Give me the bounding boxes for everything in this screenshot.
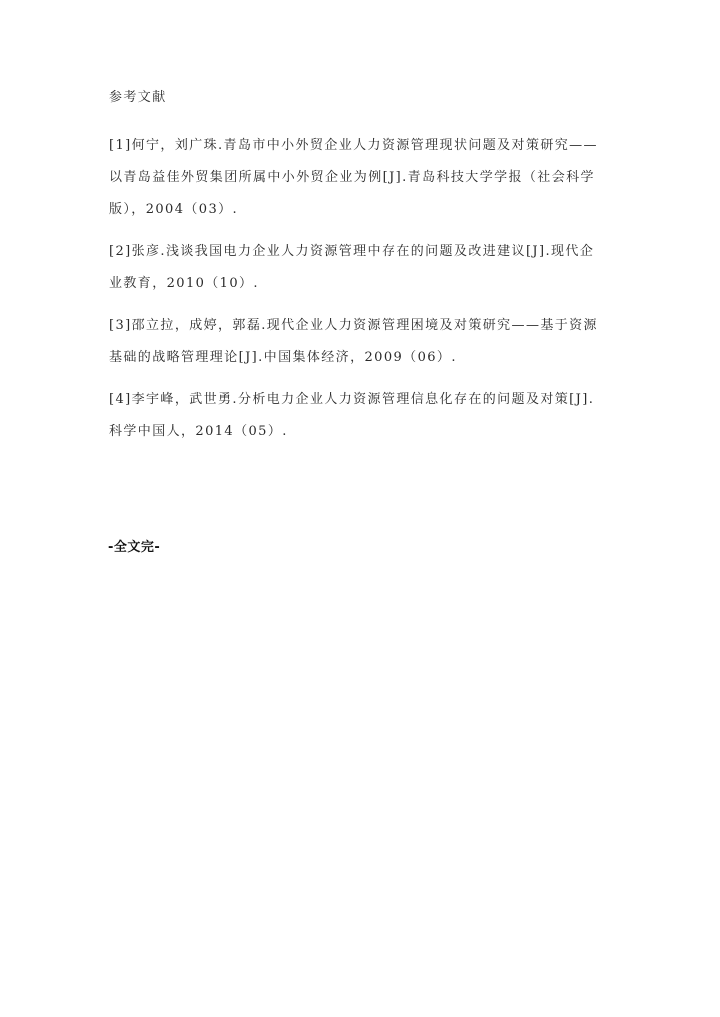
- reference-item-4: [109, 384, 609, 448]
- reference-line: 以青岛益佳外贸集团所属中小外贸企业为例[J].青岛科技大学学报（社会科学: [109, 170, 595, 185]
- reference-line: [4]李宇峰，武世勇.分析电力企业人力资源管理信息化存在的问题及对策[J].: [109, 392, 595, 407]
- reference-item-1: [109, 130, 609, 226]
- end-of-document-mark: -全文完-: [108, 540, 161, 555]
- reference-line: [3]邵立拉，成婷，郭磊.现代企业人力资源管理困境及对策研究——基于资源: [109, 318, 598, 333]
- reference-line: 科学中国人，2014（05）.: [109, 424, 288, 439]
- reference-item-2: [109, 236, 609, 300]
- reference-line: [2]张彦.浅谈我国电力企业人力资源管理中存在的问题及改进建议[J].现代企: [109, 244, 595, 259]
- references-section: [109, 86, 609, 458]
- reference-line: 版），2004（03）.: [109, 202, 239, 217]
- reference-line: [1]何宁，刘广珠.青岛市中小外贸企业人力资源管理现状问题及对策研究——: [109, 138, 598, 153]
- reference-item-3: [109, 310, 609, 374]
- reference-line: 业教育，2010（10）.: [109, 276, 259, 291]
- reference-line: 基础的战略管理理论[J].中国集体经济，2009（06）.: [109, 350, 457, 365]
- references-heading: 参考文献: [109, 90, 167, 105]
